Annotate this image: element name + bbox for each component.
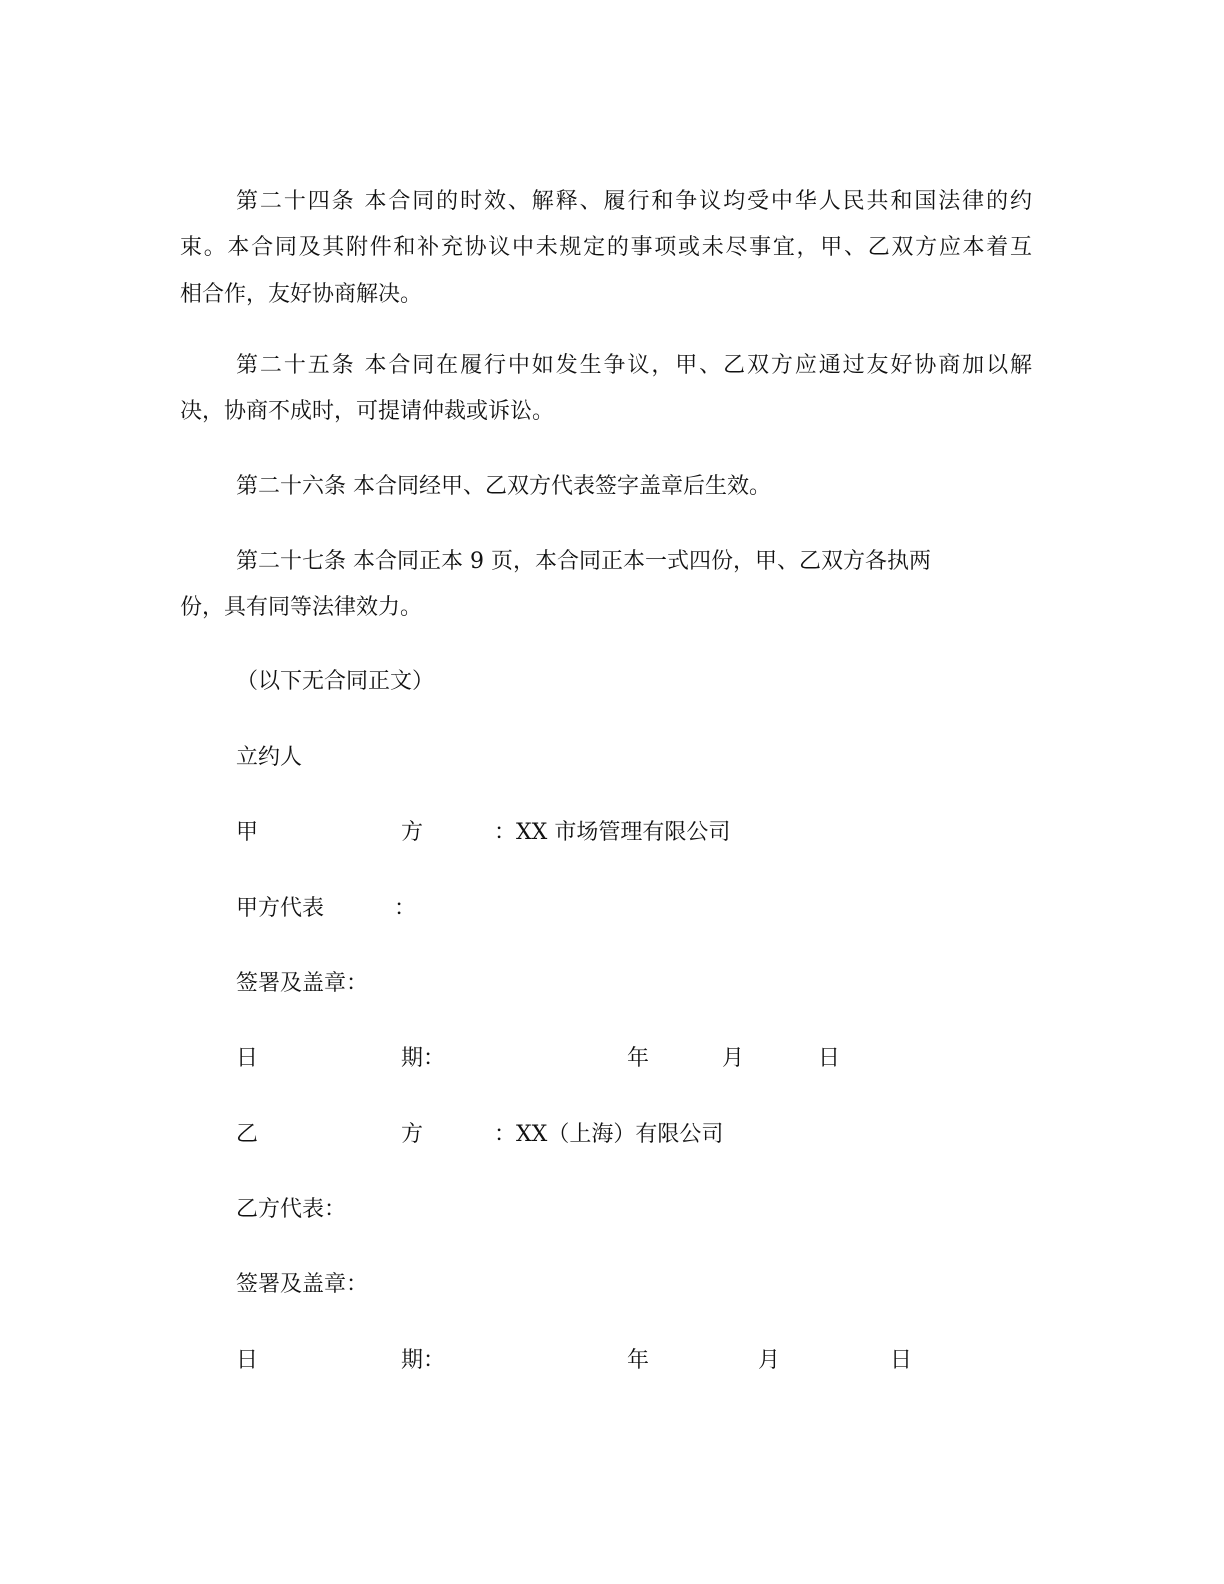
party-a-rep-label: 甲方代表 xyxy=(236,896,325,921)
party-a-sign-label: 签署及盖章： xyxy=(236,971,369,996)
party-b-date-label-char-1: 日 xyxy=(236,1348,259,1373)
party-b-date-label-char-2: 期： xyxy=(401,1348,446,1373)
party-b-label-char-2: 方 xyxy=(401,1122,424,1147)
party-a-date-day: 日 xyxy=(818,1046,841,1071)
party-b-rep-label: 乙方代表： xyxy=(236,1197,347,1222)
party-b-date-month: 月 xyxy=(758,1348,781,1373)
party-b-date-year: 年 xyxy=(627,1348,650,1373)
party-b-company-name: ：XX（上海）有限公司 xyxy=(494,1122,724,1147)
signatories-title: 立约人 xyxy=(236,745,303,770)
party-a-date-label-char-1: 日 xyxy=(236,1046,259,1071)
article-27-line-2: 份，具有同等法律效力。 xyxy=(180,595,423,620)
article-24-line-1: 第二十四条 本合同的时效、解释、履行和争议均受中华人民共和国法律的约 xyxy=(236,189,1032,214)
article-26-line-1: 第二十六条 本合同经甲、乙双方代表签字盖章后生效。 xyxy=(236,474,771,499)
party-a-date-month: 月 xyxy=(722,1046,745,1071)
party-b-label-char-1: 乙 xyxy=(236,1122,259,1147)
article-24-line-2: 束。本合同及其附件和补充协议中未规定的事项或未尽事宜，甲、乙双方应本着互 xyxy=(180,235,1032,260)
article-24-line-3: 相合作，友好协商解决。 xyxy=(180,282,423,307)
article-25-line-1: 第二十五条 本合同在履行中如发生争议，甲、乙双方应通过友好协商加以解 xyxy=(236,353,1032,378)
party-a-label-char-1: 甲 xyxy=(236,820,259,845)
party-a-label-char-2: 方 xyxy=(401,820,424,845)
party-a-date-label-char-2: 期： xyxy=(401,1046,446,1071)
party-a-company-name: ：XX 市场管理有限公司 xyxy=(494,820,731,845)
end-note: （以下无合同正文） xyxy=(236,669,435,694)
party-b-date-day: 日 xyxy=(890,1348,913,1373)
party-a-rep-colon: ： xyxy=(394,896,417,921)
party-a-date-year: 年 xyxy=(627,1046,650,1071)
article-27-line-1: 第二十七条 本合同正本 9 页，本合同正本一式四份，甲、乙双方各执两 xyxy=(236,549,931,574)
party-b-sign-label: 签署及盖章： xyxy=(236,1272,369,1297)
article-25-line-2: 决，协商不成时，可提请仲裁或诉讼。 xyxy=(180,399,555,424)
